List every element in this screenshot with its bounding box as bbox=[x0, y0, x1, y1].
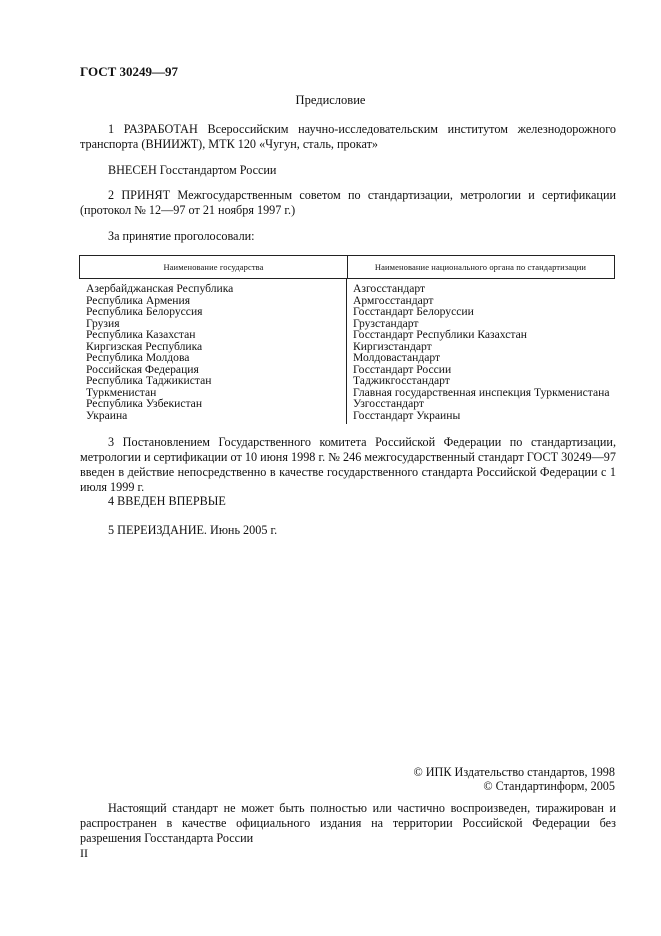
table-cell-state: Республика Казахстан bbox=[86, 328, 196, 341]
paragraph-reissue: 5 ПЕРЕИЗДАНИЕ. Июнь 2005 г. bbox=[108, 523, 278, 537]
table-cell-state: Азербайджанская Республика bbox=[86, 282, 234, 295]
table-cell-state: Украина bbox=[86, 408, 128, 422]
table-cell-body: Госстандарт Республики Казахстан bbox=[353, 328, 527, 341]
table-cell-state: Республика Узбекистан bbox=[86, 397, 203, 410]
paragraph-introduced: ВНЕСЕН Госстандартом России bbox=[108, 163, 277, 177]
column-divider bbox=[346, 279, 347, 424]
table-cell-body: Госстандарт России bbox=[353, 362, 452, 376]
table-cell-body: Армгосстандарт bbox=[353, 293, 434, 307]
states-column bbox=[86, 283, 341, 421]
table-body bbox=[79, 279, 615, 424]
table-cell-body: Таджикгосстандарт bbox=[353, 374, 450, 387]
document-code: ГОСТ 30249—97 bbox=[80, 64, 179, 79]
table-cell-state: Республика Молдова bbox=[86, 351, 190, 364]
voting-table bbox=[79, 255, 615, 425]
table-cell-state: Российская Федерация bbox=[86, 362, 199, 376]
table-cell-body: Грузстандарт bbox=[353, 316, 419, 330]
table-cell-state: Грузия bbox=[86, 316, 120, 330]
table-cell-body: Молдовастандарт bbox=[353, 351, 441, 364]
copyright-line-2: © Стандартинформ, 2005 bbox=[483, 779, 615, 793]
header-state: Наименование государства bbox=[80, 256, 348, 278]
table-cell-body: Госстандарт Белоруссии bbox=[353, 305, 474, 318]
table-cell-state: Республика Белоруссия bbox=[86, 305, 203, 318]
paragraph-developed: 1 РАЗРАБОТАН Всероссийским научно-исследовательским институтом железнодорожного транспорта (ВНИИЖТ), МТК 120 «Чугун, сталь, прокат» bbox=[80, 122, 616, 151]
paragraph-first-introduced: 4 ВВЕДЕН ВПЕРВЫЕ bbox=[108, 494, 226, 508]
table-cell-body: Узгосстандарт bbox=[353, 397, 424, 410]
header-national-body: Наименование национального органа по стандартизации bbox=[374, 262, 587, 272]
national-bodies-column bbox=[353, 283, 613, 421]
table-cell-body: Главная государственная инспекция Туркменистана bbox=[353, 385, 610, 399]
paragraph-enacted: 3 Постановлением Государственного комитета Российской Федерации по стандартизации, метрологии и сертификации от 10 июня 1998 г. № 246 межгосударственный стандарт ГОСТ 30249—97 введен в действие непосредственно в качестве государственного стандарта Российской Федерации с 1 июля 1999 г. bbox=[80, 435, 616, 494]
table-cell-state: Туркменистан bbox=[86, 385, 157, 399]
table-cell-state: Республика Армения bbox=[86, 293, 191, 307]
page-number: II bbox=[80, 846, 88, 860]
reproduction-notice: Настоящий стандарт не может быть полностью или частично воспроизведен, тиражирован и распространен в качестве официального издания на территории Российской Федерации без разрешения Госстандарта России bbox=[80, 801, 616, 845]
table-cell-state: Киргизская Республика bbox=[86, 339, 203, 353]
copyright-line-1: © ИПК Издательство стандартов, 1998 bbox=[413, 765, 615, 779]
table-cell-body: Госстандарт Украины bbox=[353, 408, 461, 422]
table-cell-state: Республика Таджикистан bbox=[86, 374, 212, 387]
vote-intro: За принятие проголосовали: bbox=[108, 229, 255, 243]
preface-title: Предисловие bbox=[295, 93, 366, 107]
paragraph-adopted: 2 ПРИНЯТ Межгосударственным советом по стандартизации, метрологии и сертификации (протокол № 12—97 от 21 ноября 1997 г.) bbox=[80, 188, 616, 217]
table-cell-body: Киргизстандарт bbox=[353, 339, 432, 353]
table-cell-body: Азгосстандарт bbox=[353, 282, 426, 295]
table-header bbox=[79, 255, 615, 279]
